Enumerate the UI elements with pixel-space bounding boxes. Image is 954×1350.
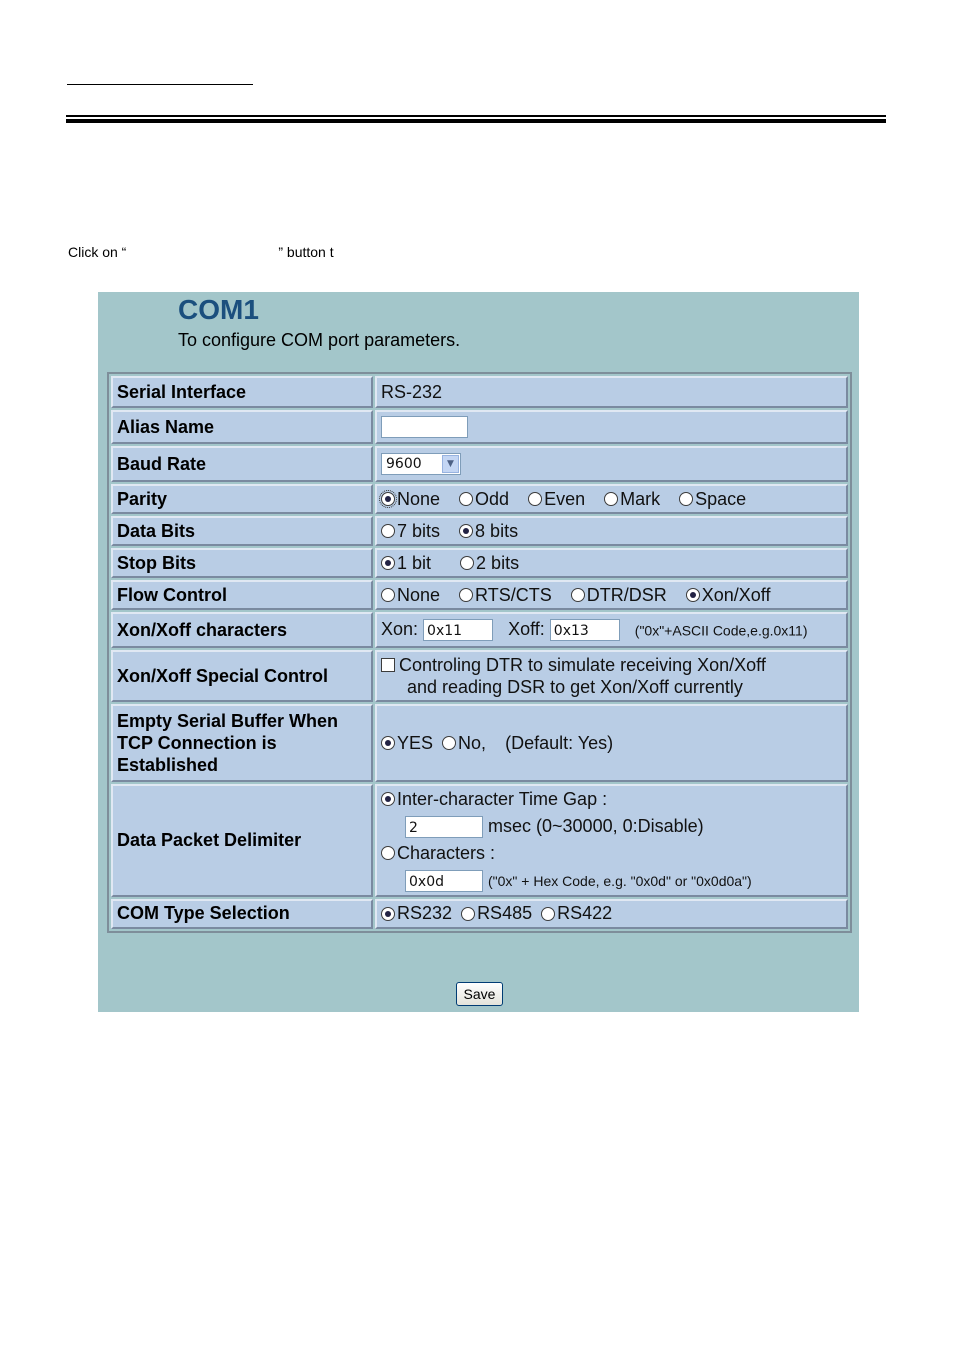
row-flow-control	[111, 580, 848, 610]
row-data-packet-delimiter	[111, 784, 848, 897]
alias-name-label: Alias Name	[111, 410, 373, 444]
row-data-bits	[111, 516, 848, 546]
stop-bits-option-1[interactable]: 1 bit	[381, 553, 431, 574]
radio-icon[interactable]	[461, 907, 475, 921]
com-type-label: COM Type Selection	[111, 899, 373, 929]
radio-selected-icon[interactable]	[381, 736, 395, 750]
row-empty-buffer	[111, 704, 848, 782]
empty-buffer-yes[interactable]: YES	[381, 733, 433, 754]
radio-selected-icon[interactable]	[381, 556, 395, 570]
save-button[interactable]: Save	[456, 982, 503, 1006]
parity-option-mark[interactable]: Mark	[604, 489, 660, 510]
radio-icon[interactable]	[381, 846, 395, 860]
alias-name-input[interactable]	[381, 416, 468, 438]
radio-icon[interactable]	[604, 492, 618, 506]
chevron-down-icon: ▼	[442, 455, 459, 473]
radio-icon[interactable]	[459, 492, 473, 506]
radio-icon[interactable]	[460, 556, 474, 570]
row-com-type	[111, 899, 848, 929]
baud-rate-select[interactable]	[381, 453, 461, 475]
dtr-line1: Controling DTR to simulate receiving Xon/Xoff	[399, 655, 766, 675]
radio-icon[interactable]	[679, 492, 693, 506]
radio-icon[interactable]	[571, 588, 585, 602]
xoff-label: Xoff:	[508, 618, 545, 639]
page-subtitle: To configure COM port parameters.	[178, 330, 461, 350]
header-rule-double	[66, 115, 886, 123]
row-parity	[111, 484, 848, 514]
serial-interface-value: RS-232	[375, 376, 848, 408]
xon-label: Xon:	[381, 618, 419, 639]
delimiter-option-characters[interactable]: Characters :	[381, 840, 495, 867]
row-xon-xoff-characters	[111, 612, 848, 648]
intro-text: Click on “ ” button t	[68, 244, 334, 260]
parity-option-even[interactable]: Even	[528, 489, 585, 510]
empty-buffer-default: (Default: Yes)	[505, 732, 614, 753]
config-table	[107, 372, 852, 933]
radio-icon[interactable]	[541, 907, 555, 921]
characters-input[interactable]: 0x0d	[405, 870, 483, 892]
delimiter-label: Data Packet Delimiter	[111, 784, 373, 897]
radio-icon[interactable]	[381, 588, 395, 602]
data-bits-option-7[interactable]: 7 bits	[381, 521, 440, 542]
row-baud-rate	[111, 446, 848, 482]
header-rule-short	[67, 84, 253, 85]
data-bits-option-8[interactable]: 8 bits	[459, 521, 518, 542]
radio-icon[interactable]	[381, 524, 395, 538]
radio-selected-icon[interactable]	[381, 792, 395, 806]
stop-bits-label: Stop Bits	[111, 548, 373, 578]
xon-xoff-special-label: Xon/Xoff Special Control	[111, 650, 373, 702]
flow-control-option-rts-cts[interactable]: RTS/CTS	[459, 585, 552, 606]
baud-rate-selected: 9600	[386, 456, 422, 473]
page-title: COM1	[178, 294, 259, 325]
delimiter-option-time-gap[interactable]: Inter-character Time Gap :	[381, 786, 607, 813]
serial-interface-label: Serial Interface	[111, 376, 373, 408]
radio-icon[interactable]	[459, 588, 473, 602]
empty-buffer-label-3: Established	[117, 755, 219, 775]
empty-buffer-label-1: Empty Serial Buffer When	[117, 711, 339, 731]
flow-control-option-none[interactable]: None	[381, 585, 440, 606]
radio-selected-icon[interactable]	[381, 492, 395, 506]
flow-control-label: Flow Control	[111, 580, 373, 610]
baud-rate-label: Baud Rate	[111, 446, 373, 482]
com-type-rs485[interactable]: RS485	[461, 903, 532, 924]
data-bits-label: Data Bits	[111, 516, 373, 546]
xon-xoff-characters-label: Xon/Xoff characters	[111, 612, 373, 648]
parity-option-none[interactable]: None	[381, 489, 440, 510]
flow-control-option-xon-xoff[interactable]: Xon/Xoff	[686, 585, 771, 606]
parity-label: Parity	[111, 484, 373, 514]
empty-buffer-label-2: TCP Connection is	[117, 733, 277, 753]
dtr-line2: and reading DSR to get Xon/Xoff currently	[407, 677, 743, 697]
radio-selected-icon[interactable]	[381, 907, 395, 921]
characters-hint: ("0x" + Hex Code, e.g. "0x0d" or "0x0d0a")	[488, 872, 752, 889]
xon-input[interactable]: 0x11	[423, 619, 493, 641]
com-type-rs422[interactable]: RS422	[541, 903, 612, 924]
parity-option-space[interactable]: Space	[679, 489, 746, 510]
row-xon-xoff-special	[111, 650, 848, 702]
xoff-input[interactable]: 0x13	[550, 619, 620, 641]
xon-xoff-hint: ("0x"+ASCII Code,e.g.0x11)	[634, 622, 808, 639]
dtr-checkbox[interactable]	[381, 658, 395, 672]
radio-icon[interactable]	[528, 492, 542, 506]
row-serial-interface	[111, 376, 848, 408]
time-gap-unit: msec (0~30000, 0:Disable)	[488, 816, 704, 836]
row-alias-name	[111, 410, 848, 444]
time-gap-input[interactable]: 2	[405, 816, 483, 838]
com-type-rs232[interactable]: RS232	[381, 903, 452, 924]
empty-buffer-no[interactable]: No,	[442, 733, 486, 754]
com-config-panel	[98, 292, 859, 1012]
radio-selected-icon[interactable]	[686, 588, 700, 602]
stop-bits-option-2[interactable]: 2 bits	[460, 553, 519, 574]
radio-selected-icon[interactable]	[459, 524, 473, 538]
flow-control-option-dtr-dsr[interactable]: DTR/DSR	[571, 585, 667, 606]
parity-option-odd[interactable]: Odd	[459, 489, 509, 510]
radio-icon[interactable]	[442, 736, 456, 750]
row-stop-bits	[111, 548, 848, 578]
